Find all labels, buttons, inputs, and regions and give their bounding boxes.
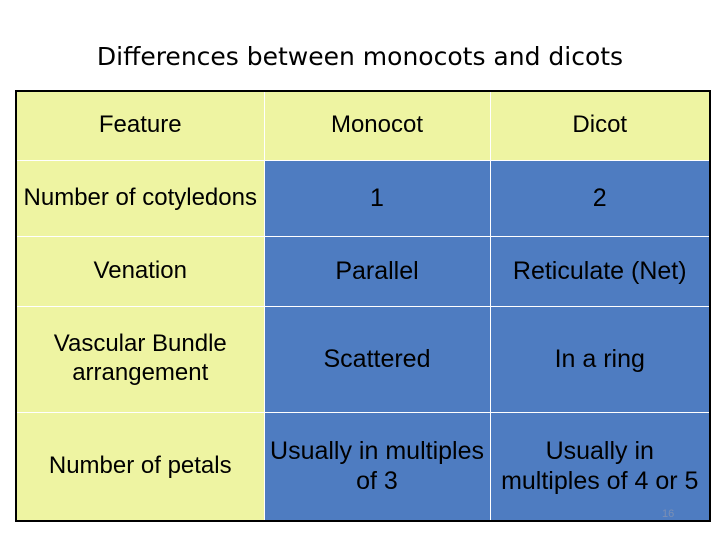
row-monocot-cell: 1: [264, 160, 490, 236]
row-dicot-cell: Usually in multiples of 4 or 5: [490, 412, 710, 521]
header-monocot: Monocot: [264, 91, 490, 160]
table-row: [16, 306, 710, 412]
row-feature-cell: Vascular Bundle arrangement: [16, 306, 264, 412]
comparison-table: [15, 90, 711, 522]
header-feature: Feature: [16, 91, 264, 160]
table-row: [16, 412, 710, 521]
table-row: [16, 236, 710, 306]
table-header-row: [16, 91, 710, 160]
row-feature-cell: Number of petals: [16, 412, 264, 521]
header-dicot: Dicot: [490, 91, 710, 160]
row-monocot-cell: Parallel: [264, 236, 490, 306]
row-dicot-cell: In a ring: [490, 306, 710, 412]
row-monocot-cell: Usually in multiples of 3: [264, 412, 490, 521]
row-dicot-cell: 2: [490, 160, 710, 236]
row-dicot-cell: Reticulate (Net): [490, 236, 710, 306]
row-feature-cell: Number of cotyledons: [16, 160, 264, 236]
table-row: [16, 160, 710, 236]
row-feature-cell: Venation: [16, 236, 264, 306]
slide-title: Differences between monocots and dicots: [96, 42, 624, 71]
page-number: 16: [662, 508, 675, 520]
row-monocot-cell: Scattered: [264, 306, 490, 412]
